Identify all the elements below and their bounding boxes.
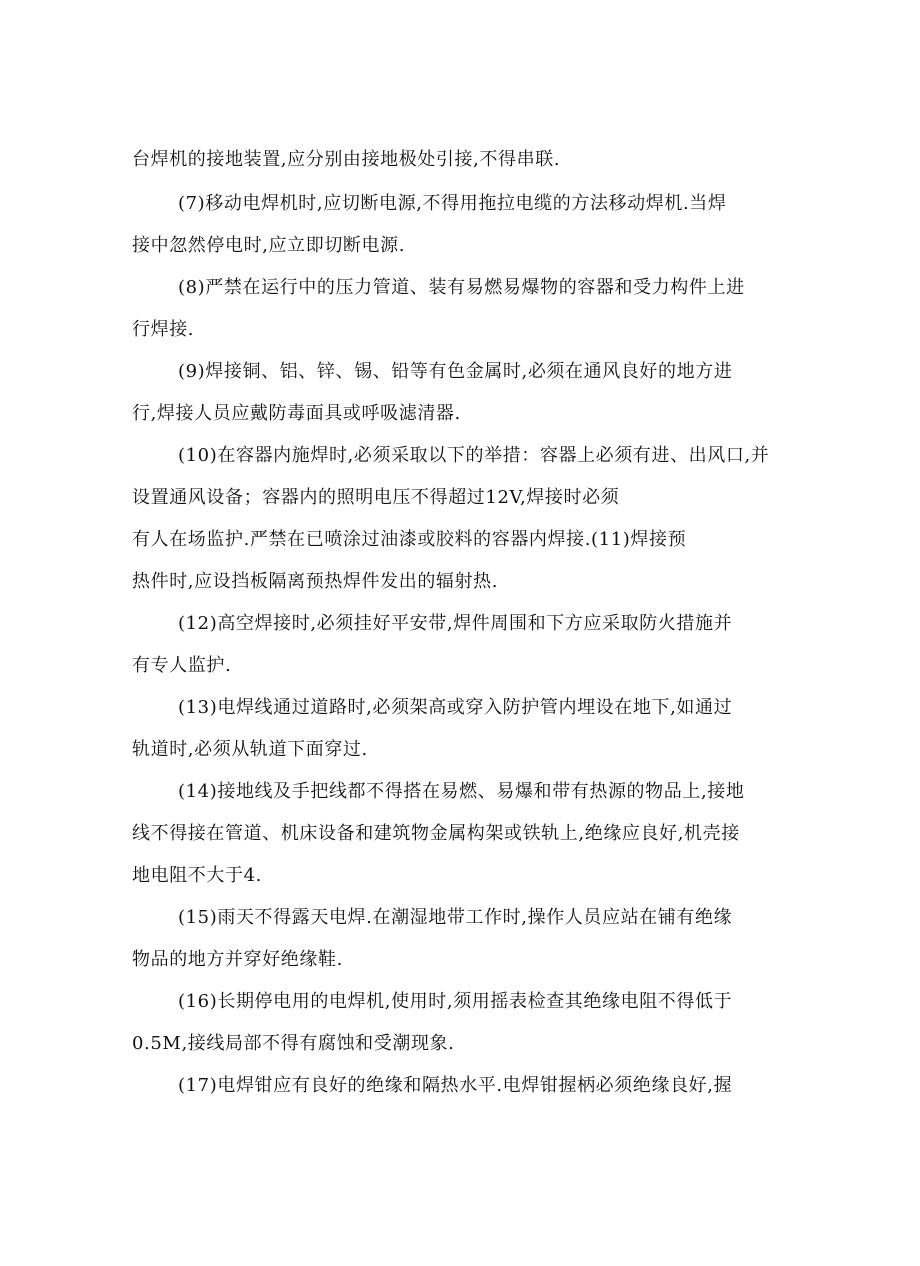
text-line: (8)严禁在运行中的压力管道、装有易燃易爆物的容器和受力构件上进: [178, 277, 745, 298]
text-line: 台焊机的接地装置,应分别由接地极处引接,不得串联.: [132, 149, 561, 170]
text-line: 物品的地方并穿好绝缘鞋.: [132, 949, 343, 970]
text-line: (15)雨天不得露天电焊.在潮湿地带工作时,操作人员应站在铺有绝缘: [178, 907, 733, 928]
text-line: 地电阻不大于4.: [132, 865, 262, 886]
text-line: 轨道时,必须从轨道下面穿过.: [132, 739, 368, 760]
text-line: (16)长期停电用的电焊机,使用时,须用摇表检查其绝缘电阻不得低于: [178, 991, 733, 1012]
text-line: 行,焊接人员应戴防毒面具或呼吸滤清器.: [132, 403, 461, 424]
text-line: 有人在场监护.严禁在已喷涂过油漆或胶料的容器内焊接.(11)焊接预: [132, 529, 687, 550]
text-line: 线不得接在管道、机床设备和建筑物金属构架或铁轨上,绝缘应良好,机壳接: [132, 823, 740, 844]
text-line: (7)移动电焊机时,应切断电源,不得用拖拉电缆的方法移动焊机.当焊: [178, 193, 727, 214]
text-line: 设置通风设备；容器内的照明电压不得超过12V,焊接时必须: [132, 487, 620, 508]
text-line: 接中忽然停电时,应立即切断电源.: [132, 235, 406, 256]
text-line: (13)电焊线通过道路时,必须架高或穿入防护管内埋设在地下,如通过: [178, 697, 733, 718]
text-line: (12)高空焊接时,必须挂好平安带,焊件周围和下方应采取防火措施并: [178, 613, 733, 634]
text-line: 热件时,应设挡板隔离预热焊件发出的辐射热.: [132, 571, 499, 592]
text-line: (10)在容器内施焊时,必须采取以下的举措：容器上必须有进、出风口,并: [178, 445, 770, 466]
text-line: 有专人监护.: [132, 655, 232, 676]
text-line: (14)接地线及手把线都不得搭在易燃、易爆和带有热源的物品上,接地: [178, 781, 745, 802]
text-line: (17)电焊钳应有良好的绝缘和隔热水平.电焊钳握柄必须绝缘良好,握: [178, 1075, 733, 1096]
text-line: 0.5M,接线局部不得有腐蚀和受潮现象.: [132, 1033, 455, 1054]
text-line: 行焊接.: [132, 319, 195, 340]
text-line: (9)焊接铜、铝、锌、锡、铅等有色金属时,必须在通风良好的地方进: [178, 361, 733, 382]
